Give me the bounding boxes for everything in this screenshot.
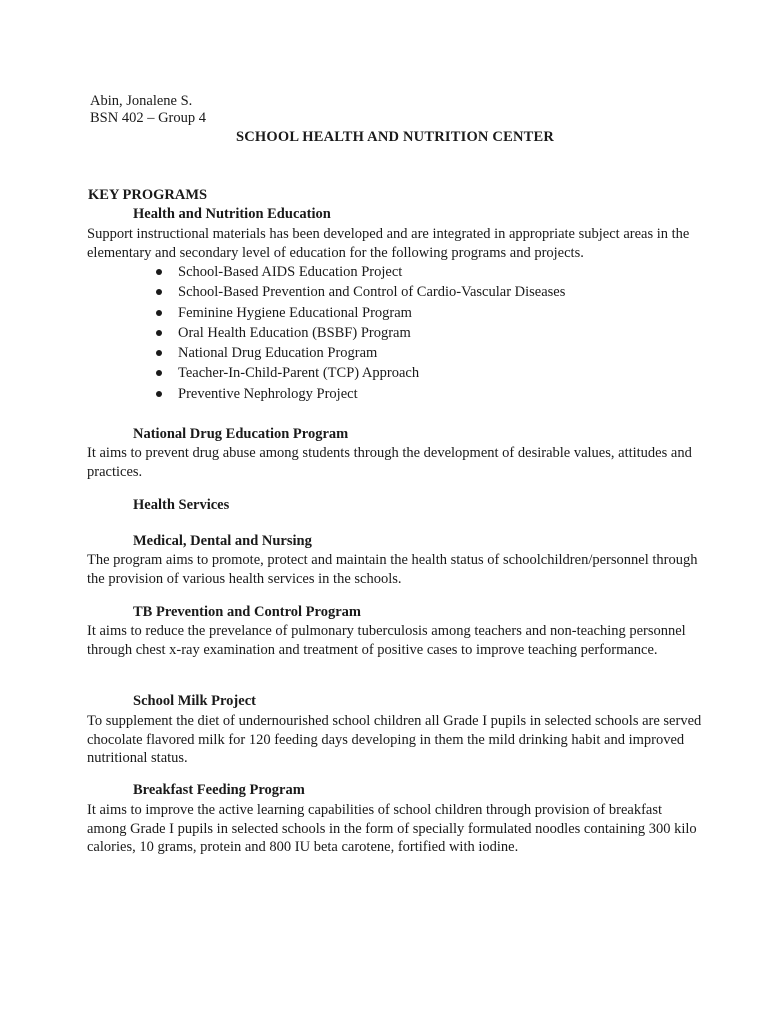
health-nutrition-text: Support instructional materials has been developed and are integrated in appropriate subject areas in the elementary and secondary level of education for the following programs and projects. (87, 226, 690, 261)
milk-text: To supplement the diet of undernourished school children all Grade I pupils in selected schools are served chocolate flavored milk for 120 feeding days developing in them the mild drinking habit and improved nutritional status. (87, 713, 702, 766)
list-item: School-Based AIDS Education Project (152, 263, 565, 283)
medical-heading: Medical, Dental and Nursing (133, 533, 312, 549)
program-list (152, 263, 565, 405)
bullet-icon (156, 289, 162, 295)
list-item: Oral Health Education (BSBF) Program (152, 324, 565, 344)
tb-heading: TB Prevention and Control Program (133, 604, 361, 620)
bullet-icon (156, 269, 162, 275)
tb-text: It aims to reduce the prevelance of pulmonary tuberculosis among teachers and non-teaching personnel through chest x-ray examination and treatment of positive cases to improve teaching performance. (87, 623, 686, 658)
bullet-icon (156, 310, 162, 316)
list-item: National Drug Education Program (152, 344, 565, 364)
list-item: Teacher-In-Child-Parent (TCP) Approach (152, 364, 565, 384)
bullet-icon (156, 330, 162, 336)
course-group: BSN 402 – Group 4 (90, 110, 207, 126)
health-nutrition-heading: Health and Nutrition Education (133, 206, 331, 222)
bullet-icon (156, 391, 162, 397)
health-services-heading: Health Services (133, 497, 230, 513)
bullet-icon (156, 350, 162, 356)
author-name: Abin, Jonalene S. (90, 93, 193, 109)
key-programs-label: KEY PROGRAMS (88, 187, 208, 203)
drug-education-text: It aims to prevent drug abuse among students through the development of desirable values, attitudes and practices. (87, 445, 692, 480)
list-item: School-Based Prevention and Control of Cardio-Vascular Diseases (152, 283, 565, 303)
drug-education-heading: National Drug Education Program (133, 426, 349, 442)
medical-text: The program aims to promote, protect and maintain the health status of schoolchildren/personnel through the provision of various health services in the schools. (87, 552, 698, 587)
breakfast-text: It aims to improve the active learning capabilities of school children through provision of breakfast among Grade I pupils in selected schools in the form of specially formulated noodles containing 300 kilo calories, 10 grams, protein and 800 IU beta carotene, fortified with iodine. (87, 802, 697, 855)
list-item: Preventive Nephrology Project (152, 385, 565, 405)
breakfast-heading: Breakfast Feeding Program (133, 782, 305, 798)
milk-heading: School Milk Project (133, 693, 256, 709)
bullet-icon (156, 370, 162, 376)
list-item: Feminine Hygiene Educational Program (152, 304, 565, 324)
document-title: SCHOOL HEALTH AND NUTRITION CENTER (235, 129, 555, 145)
